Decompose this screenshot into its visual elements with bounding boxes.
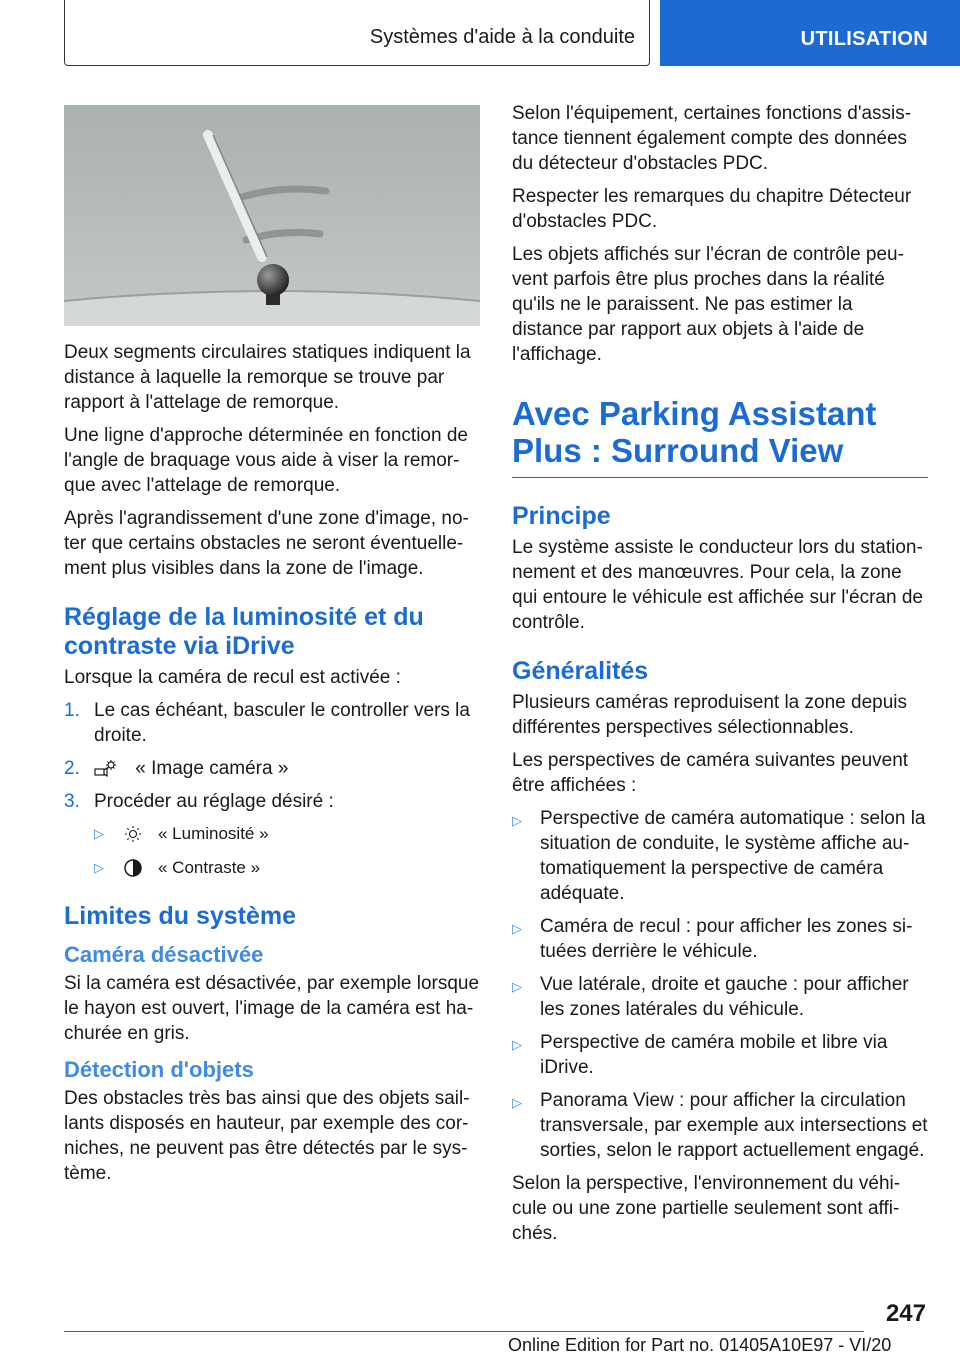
paragraph-perspective-note: Selon la perspective, l'environnement du véhi‐cule ou une zone partielle seulement sont affi‐chés. <box>512 1173 901 1244</box>
step-text: « Image caméra » <box>135 758 289 779</box>
page-number: 247 <box>885 1300 926 1327</box>
brightness-icon <box>122 824 144 844</box>
trailer-hitch-illustration <box>64 105 480 326</box>
list-item: ▷ Perspective de caméra automatique : selon la situation de conduite, le système affiche au‐tomatiquement la perspective de caméra adéquate. <box>512 808 926 904</box>
paragraph-pdc-data: Selon l'équipement, certaines fonctions d'assis‐tance tiennent également compte des données du détecteur d'obstacles PDC. <box>512 103 912 174</box>
triangle-bullet-icon: ▷ <box>94 826 104 841</box>
paragraph-principle: Le système assiste le conducteur lors du station‐nement et des manœuvres. Pour cela, la zone qui entoure le véhicule est affichée sur l'écran de contrôle. <box>512 537 923 633</box>
header-chapter-title: UTILISATION <box>800 28 928 50</box>
triangle-bullet-icon: ▷ <box>512 1037 522 1052</box>
triangle-bullet-icon: ▷ <box>512 813 522 828</box>
camera-settings-icon <box>94 759 116 779</box>
heading-surround-view: Avec Parking Assistant Plus : Surround View <box>512 395 928 478</box>
triangle-bullet-icon: ▷ <box>512 1095 522 1110</box>
heading-general: Généralités <box>512 657 649 685</box>
sub-item-text: « Luminosité » <box>158 824 269 843</box>
sub-item-brightness <box>94 822 480 846</box>
header-section-box <box>64 0 650 66</box>
paragraph-pdc-remarks: Respecter les remarques du chapitre Détecteur d'obstacles PDC. <box>512 186 912 232</box>
step-text: Procéder au réglage désiré : <box>94 791 334 812</box>
triangle-bullet-icon: ▷ <box>512 979 522 994</box>
sub-item-text: « Contraste » <box>158 858 261 877</box>
step-number: 1. <box>64 700 80 721</box>
contrast-icon <box>122 858 144 878</box>
list-item: ▷ Panorama View : pour afficher la circulation transversale, par exemple aux intersections et sorties, selon le rapport actuellement engagé. <box>512 1090 928 1161</box>
step-text: Le cas échéant, basculer le controller vers la droite. <box>94 700 470 746</box>
heading-camera-off: Caméra désactivée <box>64 942 264 967</box>
heading-principle: Principe <box>512 502 611 530</box>
step-number: 3. <box>64 791 80 812</box>
heading-brightness-contrast: Réglage de la luminosité et du contraste via iDrive <box>64 603 424 660</box>
step-item <box>64 756 480 781</box>
list-item: ▷ Caméra de recul : pour afficher les zones si‐tuées derrière le véhicule. <box>512 916 913 962</box>
step-item <box>64 789 480 814</box>
list-item: ▷ Vue latérale, droite et gauche : pour afficher les zones latérales du véhicule. <box>512 974 909 1020</box>
step-item <box>64 698 480 748</box>
left-column <box>64 105 480 1194</box>
paragraph-distance-warning: Les objets affichés sur l'écran de contrôle peu‐vent parfois être plus proches dans la réalité qu'ils ne le paraissent. Ne pas estimer la distance par rapport aux objets à l'aide de l'affichage. <box>512 244 904 365</box>
footer-edition: Online Edition for Part no. 01405A10E97 - VI/20 <box>508 1335 892 1355</box>
footer-rule <box>64 1331 864 1332</box>
paragraph-camera-off: Si la caméra est désactivée, par exemple lorsque le hayon est ouvert, l'image de la caméra est ha‐churée en gris. <box>64 973 480 1044</box>
step-number: 2. <box>64 758 80 779</box>
paragraph-object-detection: Des obstacles très bas ainsi que des objets sail‐lants disposés en hauteur, par exemple des cor‐niches, ne peuvent pas être détectés par le sys‐tème. <box>64 1088 470 1184</box>
paragraph-perspectives-intro: Les perspectives de caméra suivantes peuvent être affichées : <box>512 750 909 796</box>
triangle-bullet-icon: ▷ <box>94 860 104 875</box>
paragraph-camera-active: Lorsque la caméra de recul est activée : <box>64 667 401 688</box>
paragraph-zoom-note: Après l'agrandissement d'une zone d'image, no‐ter que certains obstacles ne seront éventuelle‐ment plus visibles dans la zone de l'image. <box>64 508 469 579</box>
paragraph-approach-line: Une ligne d'approche déterminée en fonction de l'angle de braquage vous aide à viser la remor‐que avec l'attelage de remorque. <box>64 425 468 496</box>
header-chapter-tab <box>660 0 960 66</box>
trailer-hitch-camera-figure <box>64 105 480 326</box>
triangle-bullet-icon: ▷ <box>512 921 522 936</box>
paragraph-cameras: Plusieurs caméras reproduisent la zone depuis différentes perspectives sélectionnables. <box>512 692 907 738</box>
list-item: ▷ Perspective de caméra mobile et libre via iDrive. <box>512 1032 888 1078</box>
heading-object-detection: Détection d'objets <box>64 1057 254 1082</box>
heading-system-limits: Limites du système <box>64 902 297 930</box>
header-section-title: Systèmes d'aide à la conduite <box>369 26 635 48</box>
sub-item-contrast <box>94 856 480 880</box>
right-column <box>512 101 928 1254</box>
paragraph-static-segments: Deux segments circulaires statiques indiquent la distance à laquelle la remorque se trouve par rapport à l'attelage de remorque. <box>64 342 471 413</box>
